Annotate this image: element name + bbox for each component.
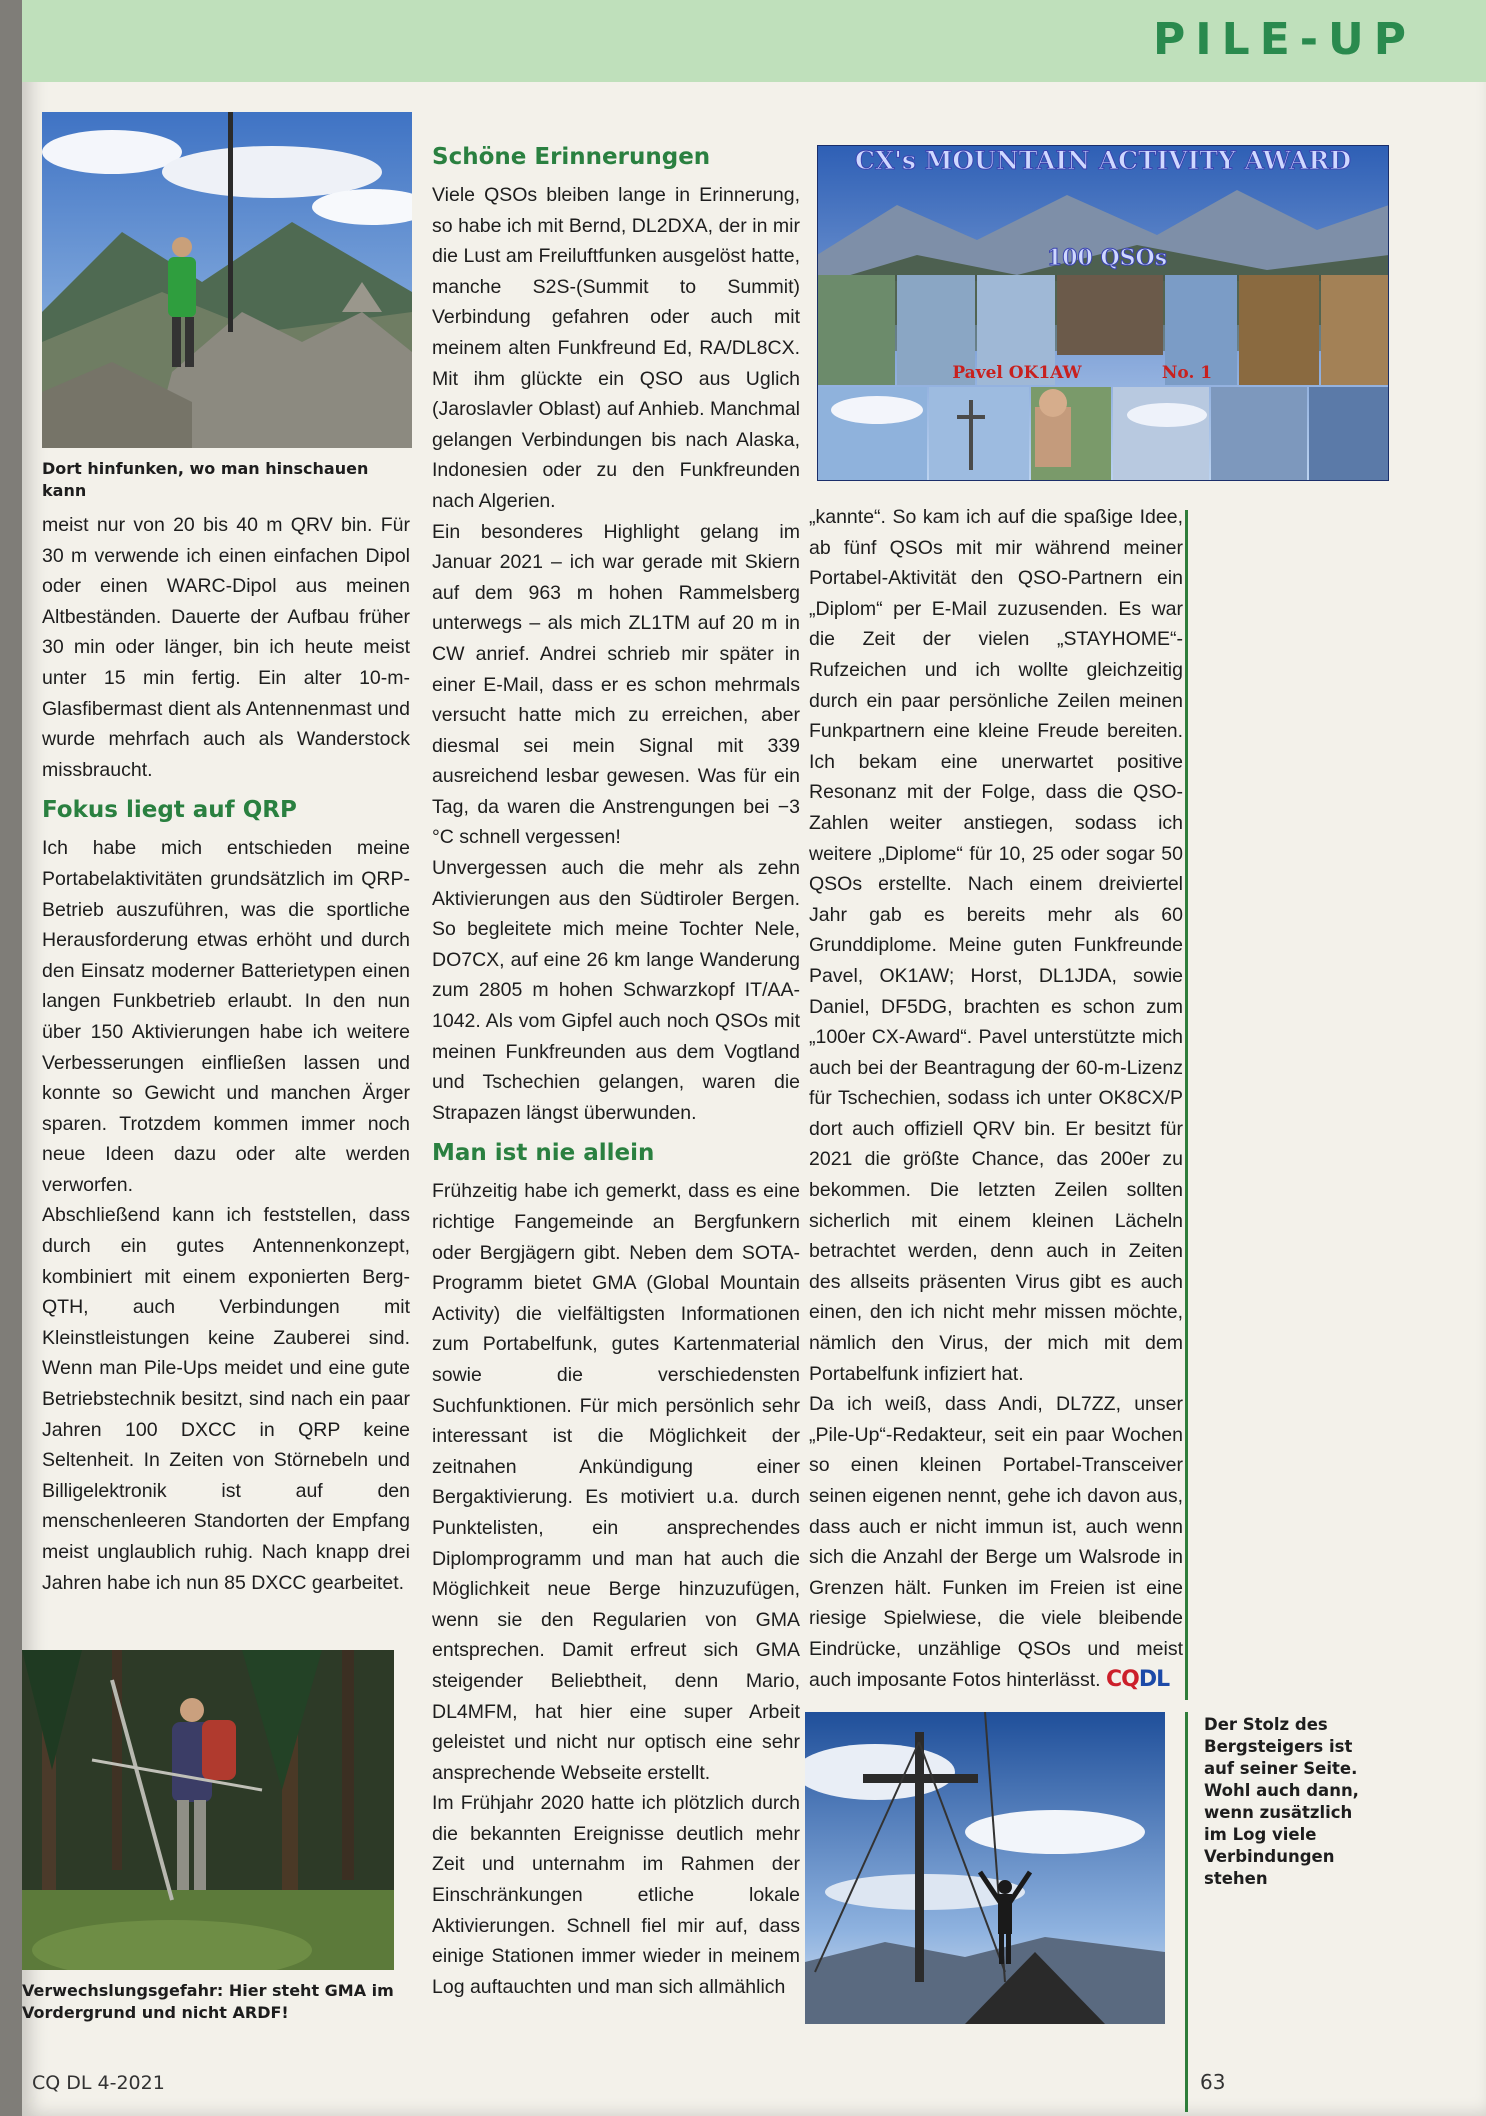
photo-mountain-antenna-caption: Dort hinfunken, wo man hinschauen kann [42,459,369,500]
col2-heading-nie-allein: Man ist nie allein [432,1140,655,1167]
photo-summit-cross [805,1712,1165,2024]
photo-forest-hiker-caption: Verwechslungsgefahr: Hier steht GMA im Vordergrund und nicht ARDF! [22,1981,394,2022]
col2-heading-erinnerungen: Schöne Erinnerungen [432,144,711,170]
column-2 [432,132,800,2002]
header-band [22,0,1486,82]
award-title: CX's MOUNTAIN ACTIVITY AWARD [854,146,1352,175]
section-title: PILE-UP [1153,14,1416,65]
column-3 [809,502,1183,1695]
photo-forest-hiker-image [22,1650,394,1970]
col1-paragraph-1: meist nur von 20 bis 40 m QRV bin. Für 30 m verwende ich einen einfachen Dipol oder einen WARC-Dipol aus meinen Altbeständen. Dauerte der Aufbau früher 30 min oder länger, bin ich heute meist unter 15 min fertig. Ein alter 10-m-Glasfibermast dient als Antennenmast und wurde mehrfach auch als Wanderstock missbraucht. [42,514,410,781]
col2-paragraph-5: Im Frühjahr 2020 hatte ich plötzlich durch die bekannten Ereignisse deutlich mehr Zeit und unternahm im Rahmen der Einschränkungen etliche lokale Aktivierungen. Schnell fiel mir auf, dass einige Stationen immer wieder in meinem Log auftauchten und man sich allmählich [432,1792,800,1998]
footer-issue: CQ DL 4-2021 [32,2072,165,2094]
col2-paragraph-4: Frühzeitig habe ich gemerkt, dass es eine richtige Fangemeinde an Bergfunkern oder Bergjägern gibt. Neben dem SOTA-Programm bietet GMA (Global Mountain Activity) die vielfältigsten Informationen zum Portabelfunk, gutes Kartenmaterial sowie die verschiedensten Suchfunktionen. Für mich persönlich sehr interessant ist die Möglichkeit der zeitnahen Ankündigung einer Bergaktivierung. Es motiviert u.a. durch Punktelisten, ein ansprechendes Diplomprogramm und man hat auch die Möglichkeit neue Berge hinzuzufügen, wenn sie den Regularien von GMA entsprechen. Damit erfreut sich GMA steigender Beliebtheit, denn Mario, DL4MFM, hat hier eine super Arbeit geleistet und nicht nur optisch eine sehr ansprechende Webseite erstellt. [432,1180,800,1784]
photo-forest-hiker [22,1650,394,1970]
column-rule-lower [1185,1712,1188,2112]
photo-mountain-antenna [42,112,412,448]
col2-paragraph-2: Ein besonderes Highlight gelang im Januar 2021 – ich war gerade mit Skiern auf dem 963 m hohen Rammelsberg unterwegs – als mich ZL1TM auf 20 m in CW anrief. Andrei schrieb mir später in einer E-Mail, dass er es schon mehrmals versucht hatte mich zu erreichen, aber diesmal sei mein Signal mit 339 ausreichend lesbar gewesen. Was für ein Tag, da waren die Anstrengungen bei −3 °C schnell vergessen! [432,520,800,849]
photo-summit-cross-image [805,1712,1165,2024]
col3-paragraph-1: „kannte“. So kam ich auf die spaßige Idee, ab fünf QSOs mit mir während meiner Portabel-Aktivität den QSO-Partnern ein „Diplom“ per E-Mail zuzusenden. Es war die Zeit der vielen „STAYHOME“-Rufzeichen und ich wollte gleichzeitig durch ein paar persönliche Zeilen meinen Funkpartnern eine kleine Freude bereiten. Ich bekam eine unerwartet positive Resonanz mit der Folge, dass die QSO-Zahlen weiter anstiegen, sodass ich weitere „Diplome“ für 10, 25 oder sogar 50 QSOs erstellte. Nach einem dreiviertel Jahr gab es bereits mehr als 60 Grunddiplome. Meine guten Funkfreunde Pavel, OK1AW; Horst, DL1JDA, sowie Daniel, DF5DG, brachten es schon zum „100er CX-Award“. Pavel unterstützte mich auch bei der Beantragung der 60-m-Lizenz für Tschechien, sodass ich unter OK8CX/P dort auch offiziell QRV bin. Er besitzt für 2021 die größte Chance, das 200er zu bekommen. Die letzten Zeilen sollten sicherlich mit einem kleinen Lächeln betrachtet werden, denn auch in Zeiten des allseits präsenten Virus gibt es auch einen, den ich nicht mehr missen möchte, nämlich den Virus, der mich mit dem Portabelfunk infiziert hat. [809,506,1183,1385]
award-number: No. 1 [1161,363,1213,383]
footer-page-number: 63 [1200,2070,1226,2094]
award-name: Pavel OK1AW [952,363,1082,383]
column-rule-upper [1185,510,1188,1700]
col1-paragraph-3: Abschließend kann ich feststellen, dass durch ein gutes Antennenkonzept, kombiniert mit einem exponierten Berg-QTH, auch Verbindungen mit Kleinstleistungen keine Zauberei sind. Wenn man Pile-Ups meidet und eine gute Betriebstechnik besitzt, sind nach ein paar Jahren 100 DXCC in QRP keine Seltenheit. In Zeiten von Störnebeln und Billigelektronik ist auf den menschenleeren Standorten der Empfang meist unglaublich ruhig. Nach knapp drei Jahren habe ich nun 85 DXCC gearbeitet. [42,1204,410,1594]
cqdl-logo [1106,1667,1169,1692]
award-certificate [817,145,1389,481]
column-1 [42,510,410,1598]
photo-summit-cross-caption: Der Stolz des Bergsteigers ist auf seiner Seite. Wohl auch dann, wenn zusätzlich im Log viele Verbindungen stehen [1204,1715,1359,1888]
col2-paragraph-3: Unvergessen auch die mehr als zehn Aktivierungen aus den Südtiroler Bergen. So begleitete mich meine Tochter Nele, DO7CX, auf eine 26 km lange Wanderung zum 2805 m hohen Schwarzkopf IT/AA-1042. Als vom Gipfel auch noch QSOs mit meinen Funkfreunden aus dem Vogtland und Tschechien gelangen, waren die Strapazen längst überwunden. [432,857,800,1124]
col3-paragraph-2 [809,1389,1183,1695]
award-qso-count: 100 QSOs [1046,245,1168,271]
col2-paragraph-1: Viele QSOs bleiben lange in Erinnerung, so habe ich mit Bernd, DL2DXA, der in mir die Lust am Freiluftfunken ausgelöst hatte, manche S2S-(Summit to Summit) Verbindung gefahren oder auch mit meinem alten Funkfreund Ed, RA/DL8CX. Mit ihm glückte ein QSO aus Uglich (Jaroslavler Oblast) auf Anhieb. Manchmal gelangen Verbindungen bis nach Alaska, Indonesien oder zu den Funkfreunden nach Algerien. [432,184,800,512]
col1-heading-qrp: Fokus liegt auf QRP [42,797,297,824]
photo-mountain-antenna-image [42,112,412,448]
award-certificate-image [817,145,1389,481]
cqdl-logo-cq: CQ [1106,1666,1139,1692]
col1-paragraph-2: Ich habe mich entschieden meine Portabelaktivitäten grundsätzlich im QRP-Betrieb auszuführen, was die sportliche Herausforderung etwas erhöht und durch den Einsatz moderner Batterietypen einen langen Funkbetrieb erlaubt. In den nun über 150 Aktivierungen habe ich weitere Verbesserungen einfließen lassen und konnte so Gewicht und manchen Ärger sparen. Trotzdem kommen immer noch neue Ideen dazu oder alte werden verworfen. [42,837,410,1196]
cqdl-logo-dl: DL [1138,1666,1170,1692]
magazine-page [22,0,1486,2116]
col3-paragraph-2-text: Da ich weiß, dass Andi, DL7ZZ, unser „Pile-Up“-Redakteur, seit ein paar Wochen so einen kleinen Portabel-Transceiver seinen eigenen nennt, gehe ich davon aus, dass auch er nicht immun ist, auch wenn sich die Anzahl der Berge um Walsrode in Grenzen hält. Funken im Freien ist eine riesige Spielwiese, die viele bleibende Eindrücke, unzählige QSOs und meist auch imposante Fotos hinterlässt. [809,1393,1183,1691]
